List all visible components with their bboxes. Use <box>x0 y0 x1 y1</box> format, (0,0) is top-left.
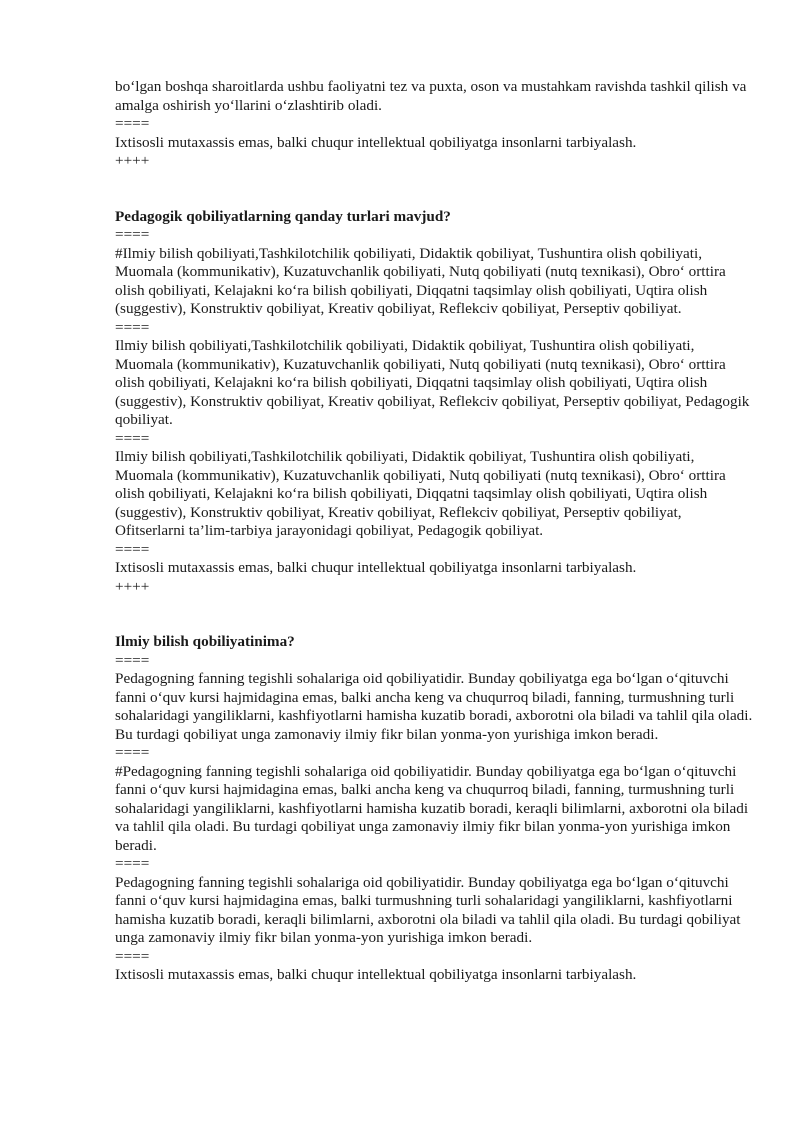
separator: ==== <box>115 226 150 243</box>
separator: ==== <box>115 115 150 132</box>
answer-option: Ixtisosli mutaxassis emas, balki chuqur intellektual qobiliyatga insonlarni tarbiyalash. <box>115 559 637 576</box>
answer-option: Ixtisosli mutaxassis emas, balki chuqur intellektual qobiliyatga insonlarni tarbiyalash. <box>115 966 637 983</box>
answer-option: Ilmiy bilish qobiliyati,Tashkilotchilik qobiliyati, Didaktik qobiliyat, Tushuntira olish qobiliyati, Muomala (kommunikativ), Kuzatuvchanlik qobiliyati, Nutq qobiliyati (nutq texnikasi), Obro‘ orttira olish qobiliyati, Kelajakni ko‘ra bilish qobiliyati, Diqqatni taqsimlay olish qobiliyati, Uqtira olish (suggestiv), Konstruktiv qobiliyat, Kreativ qobiliyat, Reflekciv qobiliyat, Perseptiv qobiliyat, Pedagogik qobiliyat. <box>115 337 750 428</box>
question-title: Ilmiy bilish qobiliyatinima? <box>115 633 295 650</box>
end-marker: ++++ <box>115 152 150 169</box>
spacer <box>115 171 755 208</box>
separator: ==== <box>115 318 150 336</box>
paragraph-continuation: bo‘lgan boshqa sharoitlarda ushbu faoliyatni tez va puxta, oson va mustahkam ravishda tashkil qilish va amalga oshirish yo‘llarini o‘zlashtirib oladi. <box>115 78 747 114</box>
question-title: Pedagogik qobiliyatlarning qanday turlari mavjud? <box>115 207 451 225</box>
answer-option: Ilmiy bilish qobiliyati,Tashkilotchilik qobiliyati, Didaktik qobiliyat, Tushuntira olish qobiliyati, Muomala (kommunikativ), Kuzatuvchanlik qobiliyati, Nutq qobiliyati (nutq texnikasi), Obro‘ orttira olish qobiliyati, Kelajakni ko‘ra bilish qobiliyati, Diqqatni taqsimlay olish qobiliyati, Uqtira olish (suggestiv), Konstruktiv qobiliyat, Kreativ qobiliyat, Reflekciv qobiliyat, Perseptiv qobiliyat, Ofitserlarni ta’lim-tarbiya jarayonidagi qobiliyat, Pedagogik qobiliyat. <box>115 448 726 539</box>
answer-option: Ixtisosli mutaxassis emas, balki chuqur intellektual qobiliyatga insonlarni tarbiyalash. <box>115 133 637 151</box>
separator: ==== <box>115 429 150 447</box>
spacer <box>115 596 755 633</box>
answer-option: Pedagogning fanning tegishli sohalariga oid qobiliyatidir. Bunday qobiliyatga ega bo‘lgan o‘qituvchi fanni o‘quv kursi hajmidagina emas, balki turmushning turli sohalaridagi yangiliklarni, kashfiyotlarni hamisha kuzatib boradi, keraqli bilimlarni, axborotni ola biladi va tahlil qila oladi. Bu turdagi qobiliyat unga zamonaviy ilmiy fikr bilan yonma-yon yurishiga imkon beradi. <box>115 873 741 946</box>
document-page <box>115 78 755 985</box>
answer-option: #Pedagogning fanning tegishli sohalariga oid qobiliyatidir. Bunday qobiliyatga ega bo‘lgan o‘qituvchi fanni o‘quv kursi hajmidagina emas, balki ancha keng va chuqurroq biladi, fanning, turmushning turli sohalaridagi yangiliklarni, kashfiyotlarni hamisha kuzatib boradi, keraqli bilimlarni, axborotni ola biladi va tahlil qila oladi. Bu turdagi qobiliyat unga zamonaviy ilmiy fikr bilan yonma-yon yurishiga imkon beradi. <box>115 762 749 854</box>
separator: ==== <box>115 744 150 761</box>
answer-option: #Ilmiy bilish qobiliyati,Tashkilotchilik qobiliyati, Didaktik qobiliyat, Tushuntira olish qobiliyati, Muomala (kommunikativ), Kuzatuvchanlik qobiliyati, Nutq qobiliyati (nutq texnikasi), Obro‘ orttira olish qobiliyati, Kelajakni ko‘ra bilish qobiliyati, Diqqatni taqsimlay olish qobiliyati, Uqtira olish (suggestiv), Konstruktiv qobiliyat, Kreativ qobiliyat, Reflekciv qobiliyat, Perseptiv qobiliyat. <box>115 244 726 317</box>
answer-option: Pedagogning fanning tegishli sohalariga oid qobiliyatidir. Bunday qobiliyatga ega bo‘lgan o‘qituvchi fanni o‘quv kursi hajmidagina emas, balki ancha keng va chuqurroq biladi, fanning, turmushning turli sohalaridagi yangiliklarni, kashfiyotlarni hamisha kuzatib boradi, axborotni ola biladi va tahlil qila oladi. Bu turdagi qobiliyat unga zamonaviy ilmiy fikr bilan yonma-yon yurishiga imkon beradi. <box>115 670 753 743</box>
separator: ==== <box>115 651 150 669</box>
separator: ==== <box>115 540 150 558</box>
end-marker: ++++ <box>115 577 150 595</box>
separator: ==== <box>115 855 150 872</box>
separator: ==== <box>115 947 150 965</box>
